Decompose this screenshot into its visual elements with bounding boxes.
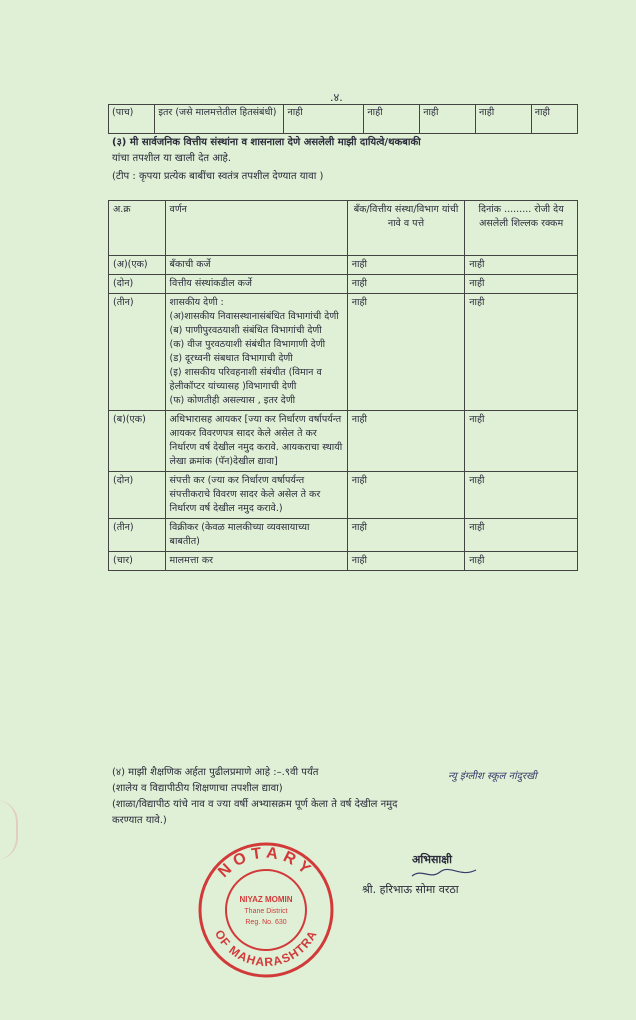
table-row	[109, 105, 578, 134]
table-row	[109, 294, 578, 411]
cell: नाही	[347, 256, 465, 275]
cell: नाही	[420, 105, 476, 134]
para4-line3: (शाळा/विद्यापीठ यांचे नाव व ज्या वर्षी अभ्यासक्रम पूर्ण केला ते वर्ष देखील नमुद	[112, 799, 398, 810]
cell: नाही	[531, 105, 577, 134]
cell: नाही	[465, 519, 578, 552]
header-cell: बँक/वित्तीय संस्था/विभाग यांची नावे व पत्ते	[347, 201, 465, 256]
cell: नाही	[465, 552, 578, 571]
cell: नाही	[364, 105, 420, 134]
margin-mark	[0, 800, 18, 860]
table-row	[109, 256, 578, 275]
cell: नाही	[347, 472, 465, 519]
cell: बँकाची कर्जे	[165, 256, 347, 275]
cell: नाही	[347, 411, 465, 472]
cell: नाही	[475, 105, 531, 134]
cell: (तीन)	[109, 519, 166, 552]
header-cell: अ.क्र	[109, 201, 166, 256]
cell: नाही	[465, 411, 578, 472]
cell: नाही	[284, 105, 364, 134]
cell: विक्रीकर (केवळ मालकीच्या व्यवसायाच्या बाबतीत)	[165, 519, 347, 552]
notary-stamp	[196, 840, 336, 980]
page-number: .४.	[330, 91, 343, 104]
stamp-bottom-text: OF MAHARASHTRA	[212, 927, 320, 970]
header-cell: दिनांक ......... रोजी देय असलेली शिल्लक रक्कम	[465, 201, 578, 256]
para3-line1: (३) मी सार्वजनिक वित्तीय संस्थांना व शासनाला देणे असलेली माझी दायित्वे/थकबाकी	[112, 137, 421, 148]
cell: वित्तीय संस्थांकडील कर्जे	[165, 275, 347, 294]
cell: इतर (जसे मालमत्तेतील हितसंबंधी)	[155, 105, 284, 134]
para4-line2: (शालेय व विद्यापीठीय शिक्षणाचा तपशील द्यावा)	[112, 783, 283, 794]
para4-line1: (४) माझी शैक्षणिक अर्हता पुढीलप्रमाणे आहे :–.९वी पर्यंत	[112, 767, 319, 778]
cell: (अ)(एक)	[109, 256, 166, 275]
signature-title: अभिसाक्षी	[412, 853, 453, 866]
stamp-district: Thane District	[244, 908, 288, 915]
para3-note: (टीप : कृपया प्रत्येक बाबींचा स्वतंत्र तपशील देण्यात यावा )	[112, 171, 324, 182]
cell: नाही	[465, 294, 578, 411]
cell: अधिभारासह आयकर [ज्या कर निर्धारण वर्षापर्यन्त आयकर विवरणपत्र सादर केले असेल ते कर निर्धारण वर्ष देखील नमुद करावे. आयकराचा स्थायी लेखा क्रमांक (पॅन)देखील द्यावा]	[165, 411, 347, 472]
cell: (तीन)	[109, 294, 166, 411]
cell: नाही	[465, 275, 578, 294]
cell: नाही	[347, 519, 465, 552]
cell: (पाच)	[109, 105, 155, 134]
table-row	[109, 519, 578, 552]
stamp-top-text: NOTARY	[215, 844, 317, 882]
table-row	[109, 472, 578, 519]
handwritten-school-name: न्यु इंग्लीश स्कूल नांदुरखी	[448, 771, 537, 782]
signature-scribble	[410, 866, 480, 882]
header-cell: वर्णन	[165, 201, 347, 256]
cell: (दोन)	[109, 275, 166, 294]
stamp-name: NIYAZ MOMIN	[239, 895, 293, 904]
cell: नाही	[465, 472, 578, 519]
cell: नाही	[347, 275, 465, 294]
cell: (ब)(एक)	[109, 411, 166, 472]
cell: नाही	[347, 294, 465, 411]
cell: शासकीय देणी : (अ)शासकीय निवासस्थानासंबंधित विभागांची देणी (ब) पाणीपुरवठयाशी संबंधित विभागांची देणी (क) वीज पुरवठयाशी संबंधीत विभागाणी देणी (ड) दूरध्वनी संबधात विभागाची देणी (इ) शासकीय परिवहनाशी संबंधीत (विमान व हेलीकॉप्टर यांच्यासह )विभागाची देणी (फ) कोणतीही असल्यास , इतर देणी	[165, 294, 347, 411]
para3-line2: यांचा तपशील या खाली देत आहे.	[112, 153, 232, 164]
cell: मालमत्ता कर	[165, 552, 347, 571]
table-row	[109, 275, 578, 294]
cell: नाही	[465, 256, 578, 275]
stamp-reg: Reg. No. 630	[245, 919, 287, 926]
svg-text:NOTARY	[215, 844, 317, 881]
cell: नाही	[347, 552, 465, 571]
signature-name: श्री. हरिभाऊ सोमा वरठा	[362, 883, 459, 896]
table-row	[109, 411, 578, 472]
para4-line4: करण्यात यावे.)	[112, 815, 167, 826]
table-header-row	[109, 201, 578, 256]
asset-table-last-row	[108, 104, 578, 134]
cell: संपत्ती कर (ज्या कर निर्धारण वर्षापर्यन्त संपत्तीकराचे विवरण सादर केले असेल ते कर निर्धारण वर्ष देखील नमुद करावे.)	[165, 472, 347, 519]
table-row	[109, 552, 578, 571]
cell: (चार)	[109, 552, 166, 571]
liabilities-table	[108, 200, 578, 571]
cell: (दोन)	[109, 472, 166, 519]
